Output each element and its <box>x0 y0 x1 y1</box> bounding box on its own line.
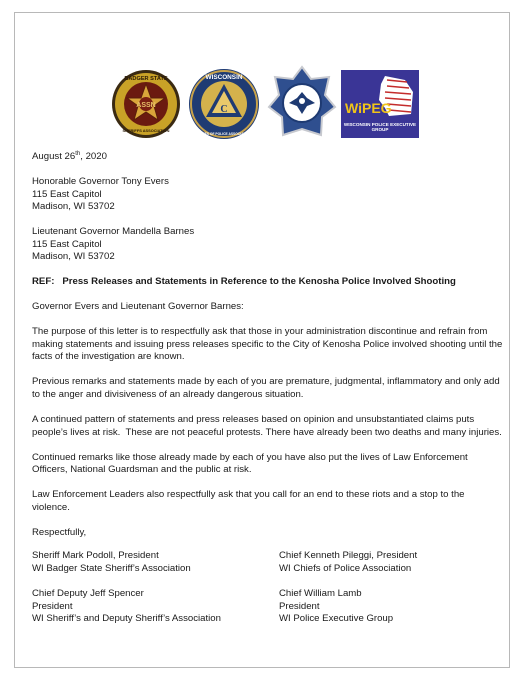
wi-chiefs-of-police-seal <box>186 67 262 141</box>
signatory-line: Chief Kenneth Pileggi, President <box>279 550 418 561</box>
seal-text-top: WISCONSIN <box>205 74 243 81</box>
signatory-line: Chief Deputy Jeff Spencer <box>32 588 144 599</box>
signatory-line: WI Police Executive Group <box>279 613 394 625</box>
address-line: Honorable Governor Tony Evers <box>32 175 169 187</box>
paragraph-line: The purpose of this letter is to respectfully ask that those in your administration discontinue and refrain from <box>32 326 488 338</box>
wipeg-tagline: WISCONSIN POLICE EXECUTIVE GROUP <box>343 122 417 133</box>
body-paragraph <box>32 414 502 439</box>
paragraph-line: Officers, National Guardsman and the public at risk. <box>32 464 252 476</box>
signatory-line: President <box>279 600 320 612</box>
paragraph-line: people’s lives at risk. These are not peaceful protests. There have already been two deaths and many injuries. <box>32 426 502 438</box>
address-line: Madison, WI 53702 <box>32 251 115 263</box>
address-line: Lieutenant Governor Mandella Barnes <box>32 226 195 238</box>
paragraph-line: violence. <box>32 501 70 513</box>
body-paragraph <box>32 376 500 401</box>
signatory-line: WI Sheriff’s and Deputy Sheriff’s Association <box>32 613 221 625</box>
seal-text-top: BADGER STATE <box>124 76 168 82</box>
paragraph-line: facts of the investigation are known. <box>32 351 185 363</box>
paragraph-line: Law Enforcement Leaders also respectfully ask that you call for an end to these riots and a stop to the <box>32 489 465 501</box>
badger-state-sheriffs-seal <box>111 69 181 139</box>
address-line: 115 East Capitol <box>32 188 102 200</box>
signatory-line: President <box>32 600 73 612</box>
paragraph-line: to the anger and divisiveness of an already dangerous situation. <box>32 389 304 401</box>
svg-text:ASSN: ASSN <box>136 102 156 109</box>
signatory-line: Sheriff Mark Podoll, President <box>32 550 159 561</box>
signatory-line: Chief William Lamb <box>279 588 362 599</box>
signature-block-spencer <box>32 588 221 626</box>
sheriffs-deputy-badge <box>267 65 337 143</box>
logo-row <box>15 65 511 145</box>
body-paragraph <box>32 489 494 514</box>
wipeg-brand: WiPEG <box>345 100 392 116</box>
paragraph-line: Continued remarks like those already made by each of you have also put the lives of Law Enforcement <box>32 451 468 463</box>
svg-text:C: C <box>220 104 228 115</box>
reference-line: REF: Press Releases and Statements in Reference to the Kenosha Police Involved Shooting <box>32 276 456 288</box>
signature-block-podoll <box>32 550 191 575</box>
signature-block-lamb <box>279 588 393 626</box>
address-line: 115 East Capitol <box>32 238 102 250</box>
body-paragraph <box>32 326 503 364</box>
seal-text-bottom: CHIEFS OF POLICE ASSOCIATION <box>196 132 252 136</box>
letter-date <box>32 151 494 164</box>
paragraph-line: making statements and issuing press releases specific to the City of Kenosha Police involved shooting until the <box>32 338 503 350</box>
date-suffix: th <box>75 150 81 157</box>
recipient-lt-governor <box>32 226 494 264</box>
closing: Respectfully, <box>32 526 87 538</box>
paragraph-line: A continued pattern of statements and press releases based on opinion and unsubstantiated claims puts <box>32 414 475 426</box>
letter-body <box>32 150 503 552</box>
date-year: , 2020 <box>80 151 107 162</box>
seal-text-bottom: SHERIFFS ASSOCIATION <box>122 128 170 133</box>
signatory-line: WI Badger State Sheriff’s Association <box>32 562 191 574</box>
letter-page <box>14 12 510 668</box>
signatory-line: WI Chiefs of Police Association <box>279 562 412 574</box>
paragraph-line: Previous remarks and statements made by each of you are premature, judgmental, inflammatory and only add <box>32 376 500 388</box>
body-paragraph <box>32 452 494 477</box>
address-line: Madison, WI 53702 <box>32 201 115 213</box>
signature-block-pileggi <box>279 550 417 575</box>
salutation: Governor Evers and Lieutenant Governor Barnes: <box>32 301 244 313</box>
date-text: August 26 <box>32 151 76 162</box>
recipient-governor <box>32 176 494 214</box>
wipeg-logo <box>341 70 419 138</box>
